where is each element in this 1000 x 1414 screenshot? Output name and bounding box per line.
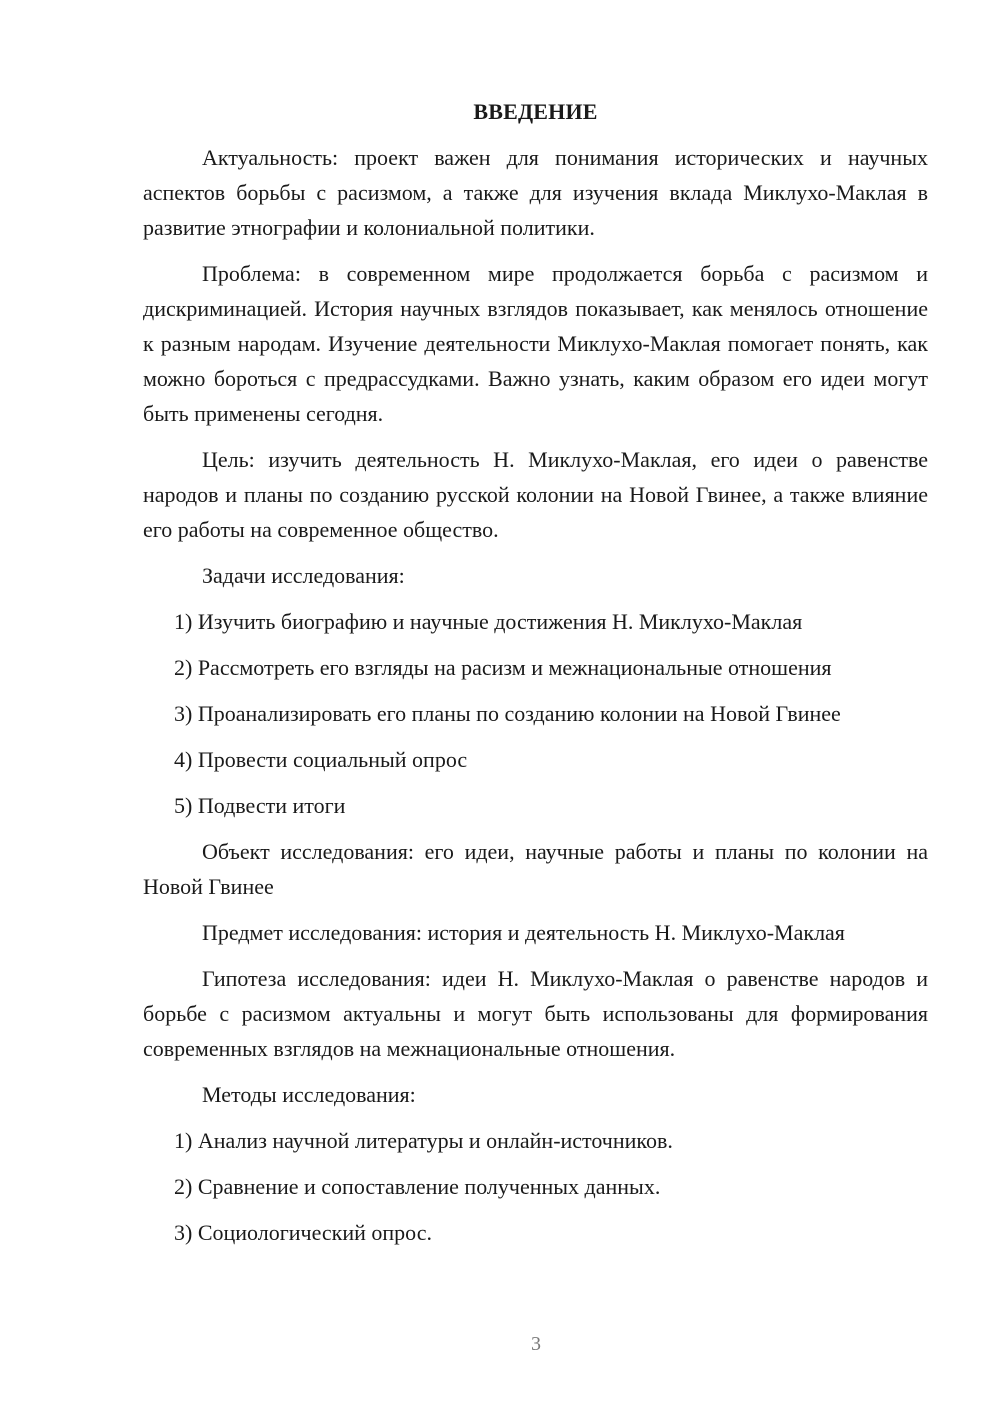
- tasks-title: Задачи исследования:: [202, 563, 405, 588]
- goal-paragraph: Цель: изучить деятельность Н. Миклухо-Маклая, его идеи о равенстве народов и планы по созданию русской колонии на Новой Гвинее, а также влияние его работы на современное общество.: [143, 447, 928, 542]
- method-item-1: 1) Анализ научной литературы и онлайн-источников.: [174, 1128, 673, 1153]
- relevance-paragraph: Актуальность: проект важен для понимания исторических и научных аспектов борьбы с расизмом, а также для изучения вклада Миклухо-Маклая в развитие этнографии и колониальной политики.: [143, 145, 928, 240]
- object-paragraph: Объект исследования: его идеи, научные работы и планы по колонии на Новой Гвинее: [143, 839, 928, 899]
- subject-paragraph: Предмет исследования: история и деятельность Н. Миклухо-Маклая: [202, 920, 845, 945]
- methods-title: Методы исследования:: [202, 1082, 416, 1107]
- method-item-2: 2) Сравнение и сопоставление полученных данных.: [174, 1174, 661, 1199]
- method-item-3: 3) Социологический опрос.: [174, 1220, 432, 1245]
- task-item-2: 2) Рассмотреть его взгляды на расизм и межнациональные отношения: [174, 655, 832, 680]
- task-item-5: 5) Подвести итоги: [174, 793, 346, 818]
- page-number: 3: [531, 1333, 541, 1355]
- task-item-1: 1) Изучить биографию и научные достижения Н. Миклухо-Маклая: [174, 609, 803, 634]
- problem-paragraph: Проблема: в современном мире продолжается борьба с расизмом и дискриминацией. История научных взглядов показывает, как менялось отношение к разным народам. Изучение деятельности Миклухо-Маклая помогает понять, как можно бороться с предрассудками. Важно узнать, каким образом его идеи могут быть применены сегодня.: [143, 261, 928, 426]
- task-item-3: 3) Проанализировать его планы по созданию колонии на Новой Гвинее: [174, 701, 841, 726]
- task-item-4: 4) Провести социальный опрос: [174, 747, 468, 772]
- page-title: ВВЕДЕНИЕ: [473, 99, 598, 124]
- document-body: [143, 94, 928, 1250]
- hypothesis-paragraph: Гипотеза исследования: идеи Н. Миклухо-Маклая о равенстве народов и борьбе с расизмом актуальны и могут быть использованы для формирования современных взглядов на межнациональные отношения.: [143, 966, 928, 1061]
